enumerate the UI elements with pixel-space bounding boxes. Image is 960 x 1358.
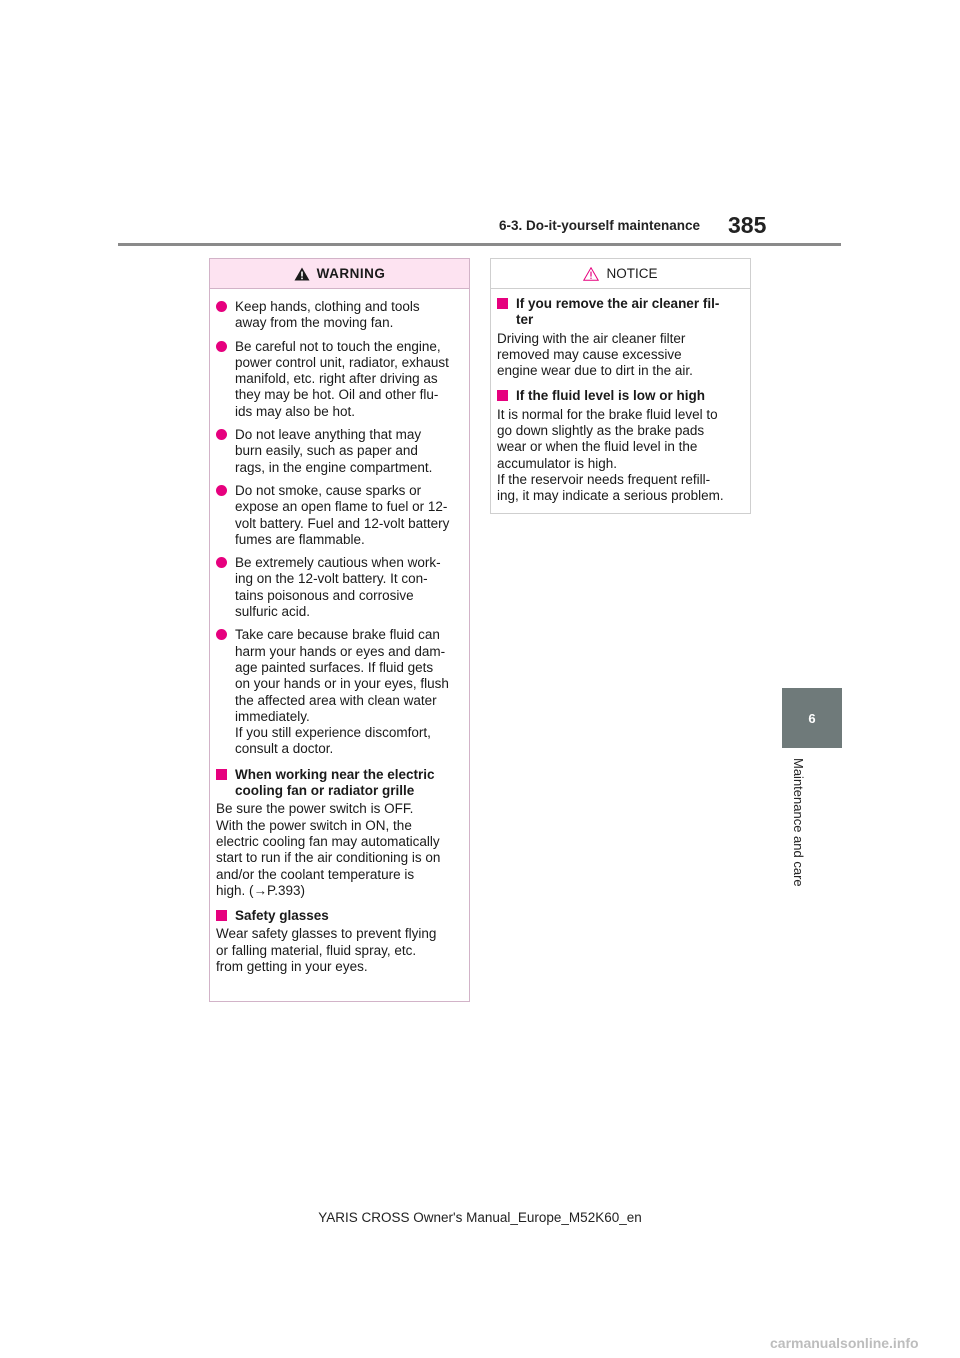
notice-section-heading-text: If the fluid level is low or high bbox=[516, 388, 706, 404]
warning-bullet bbox=[216, 627, 463, 757]
warning-bullet-text: Be careful not to touch the engine, power control unit, radiator, exhaust manifold, etc. right after driving as they may be hot. Oil and other flu- ids may also be hot. bbox=[235, 338, 449, 419]
watermark: carmanualsonline.info bbox=[770, 1335, 919, 1351]
page-number: 385 bbox=[728, 212, 767, 238]
section-square-icon bbox=[497, 298, 508, 309]
warning-bullet-text: Do not leave anything that may burn easily, such as paper and rags, in the engine compartment. bbox=[235, 427, 433, 475]
warning-bullet bbox=[216, 555, 463, 620]
notice-header bbox=[491, 259, 750, 289]
notice-section-text: It is normal for the brake fluid level to go down slightly as the brake pads wear or when the fluid level in the accumulator is high. If the reservoir needs frequent refill- ing, it may indicate a serious problem. bbox=[497, 406, 724, 504]
warning-section-heading-text: Safety glasses bbox=[235, 908, 329, 924]
warning-bullet-text: Be extremely cautious when work- ing on the 12-volt battery. It con- tains poisonous and corrosive sulfuric acid. bbox=[235, 555, 441, 620]
notice-triangle-icon bbox=[583, 267, 599, 281]
warning-header bbox=[210, 259, 469, 289]
bullet-dot-icon bbox=[216, 301, 227, 312]
bullet-dot-icon bbox=[216, 557, 227, 568]
warning-triangle-icon bbox=[294, 267, 310, 281]
warning-box bbox=[209, 258, 470, 1002]
notice-box bbox=[490, 258, 751, 514]
bullet-dot-icon bbox=[216, 485, 227, 496]
chapter-number: 6 bbox=[808, 710, 816, 726]
section-title: 6-3. Do-it-yourself maintenance bbox=[498, 218, 700, 233]
warning-section-text: Be sure the power switch is OFF. With the power switch in ON, the electric cooling fan may automatically start to run if the air conditioning is on and/or the coolant temperature is high. (→P.393) bbox=[216, 801, 441, 898]
notice-section-text: Driving with the air cleaner filter removed may cause excessive engine wear due to dirt in the air. bbox=[497, 330, 693, 379]
notice-body bbox=[491, 289, 750, 505]
warning-bullet bbox=[216, 483, 463, 548]
notice-section-heading bbox=[497, 388, 744, 404]
warning-section-heading bbox=[216, 767, 463, 800]
section-square-icon bbox=[216, 769, 227, 780]
warning-bullet-text: Take care because brake fluid can harm your hands or eyes and dam- age painted surfaces. If fluid gets on your hands or in your eyes, flush the affected area with clean water immediately. If you still experience discomfort, consult a doctor. bbox=[235, 627, 449, 757]
warning-bullet bbox=[216, 299, 463, 332]
warning-bullet bbox=[216, 339, 463, 420]
section-square-icon bbox=[497, 390, 508, 401]
warning-bullet-text: Do not smoke, cause sparks or expose an open flame to fuel or 12- volt battery. Fuel and 12-volt battery fumes are flammable. bbox=[235, 482, 450, 547]
footer-text: YARIS CROSS Owner's Manual_Europe_M52K60_en bbox=[318, 1210, 642, 1225]
bullet-dot-icon bbox=[216, 429, 227, 440]
warning-section-text: Wear safety glasses to prevent flying or falling material, fluid spray, etc. from getting in your eyes. bbox=[216, 926, 437, 974]
notice-title: NOTICE bbox=[606, 266, 658, 281]
section-square-icon bbox=[216, 910, 227, 921]
warning-title: WARNING bbox=[316, 266, 386, 281]
bullet-dot-icon bbox=[216, 341, 227, 352]
warning-section-heading bbox=[216, 908, 463, 924]
notice-section-heading bbox=[497, 296, 744, 329]
warning-bullet bbox=[216, 427, 463, 476]
warning-body bbox=[210, 289, 469, 975]
chapter-label: Maintenance and care bbox=[791, 758, 806, 887]
chapter-tab[interactable] bbox=[782, 688, 842, 748]
notice-section-heading-text: If you remove the air cleaner fil- ter bbox=[516, 296, 720, 328]
bullet-dot-icon bbox=[216, 629, 227, 640]
header-divider bbox=[118, 243, 841, 246]
warning-bullet-text: Keep hands, clothing and tools away from the moving fan. bbox=[235, 299, 420, 331]
warning-section-heading-text: When working near the electric cooling fan or radiator grille bbox=[235, 766, 435, 799]
